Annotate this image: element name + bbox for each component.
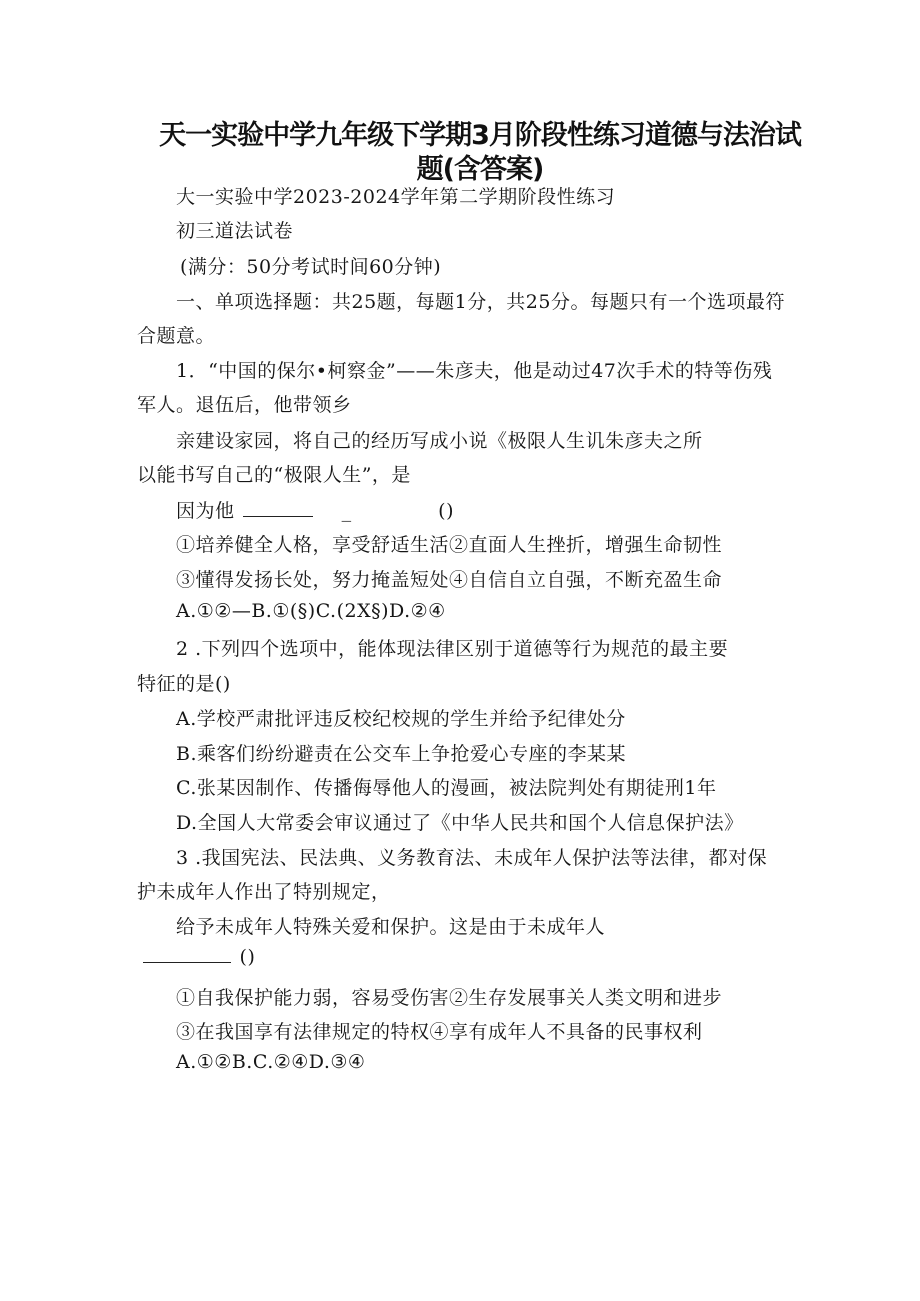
q2-stem-line-2: 特征的是() <box>137 673 231 695</box>
q1-stem-line-1: 1．“中国的保尔•柯察金”——朱彦夫，他是动过47次手术的特等伤残 <box>176 360 773 382</box>
q1-option-row-1: ①培养健全人格，享受舒适生活②直面人生挫折，增强生命韧性 <box>176 534 723 556</box>
q2-option-c: C.张某因制作、传播侮辱他人的漫画，被法院判处有期徒刑1年 <box>176 777 717 799</box>
section-intro-line-2: 合题意。 <box>137 325 216 347</box>
q3-answer-choices: A.①②B.C.②④D.③④ <box>176 1051 366 1073</box>
q1-answer-choices: A.①②—B.①(§)C.(2X§)D.②④ <box>176 600 446 622</box>
q3-answer-paren: () <box>239 946 256 968</box>
q1-answer-paren: () <box>438 500 454 522</box>
q3-stem-line-1: 3 .我国宪法、民法典、义务教育法、未成年人保护法等法律，都对保 <box>176 847 768 869</box>
q1-stem-line-2: 军人。退伍后，他带领乡 <box>137 394 352 416</box>
q3-stem-line-3: 给予未成年人特殊关爱和保护。这是由于未成年人 <box>176 916 606 938</box>
q2-option-b: B.乘客们纷纷避责在公交车上争抢爱心专座的李某某 <box>176 743 627 765</box>
q3-stem-line-4 <box>143 946 255 968</box>
q2-stem-line-1: 2 .下列四个选项中，能体现法律区别于道德等行为规范的最主要 <box>176 638 729 660</box>
q3-option-row-1: ①自我保护能力弱，容易受伤害②生存发展事关人类文明和进步 <box>176 987 723 1009</box>
document-title-line-1: 天一实验中学九年级下学期3月阶段性练习道德与法治试 <box>159 120 801 151</box>
q3-stem-line-2: 护未成年人作出了特别规定， <box>137 881 391 903</box>
q2-option-d: D.全国人大常委会审议通过了《中华人民共和国个人信息保护法》 <box>176 812 744 834</box>
q1-stem-prefix: 因为他 <box>176 500 235 522</box>
q3-option-row-2: ③在我国享有法律规定的特权④享有成年人不具备的民事权利 <box>176 1021 703 1043</box>
q1-stem-line-4: 以能书写自己的“极限人生”，是 <box>137 464 411 486</box>
q1-answer-blank <box>243 502 313 517</box>
q1-stem-line-5 <box>176 496 454 523</box>
document-title-line-2: 题(含答案) <box>416 154 544 185</box>
exam-subject: 初三道法试卷 <box>176 220 294 242</box>
q2-option-a: A.学校严肃批评违反校纪校规的学生并给予纪律处分 <box>176 708 626 730</box>
q1-stem-line-3: 亲建设家园，将自己的经历写成小说《极限人生讥朱彦夫之所 <box>176 430 703 452</box>
q3-answer-blank <box>143 948 231 963</box>
exam-header: 大一实验中学2023-2024学年第二学期阶段性练习 <box>176 186 616 208</box>
score-info: (满分：50分考试时间60分钟) <box>180 256 442 278</box>
section-intro-line-1: 一、单项选择题：共25题，每题1分，共25分。每题只有一个选项最符 <box>176 291 785 313</box>
q1-option-row-2: ③懂得发扬长处，努力掩盖短处④自信自立自强，不断充盈生命 <box>176 569 723 591</box>
q1-blank-mark: _ <box>341 500 352 522</box>
